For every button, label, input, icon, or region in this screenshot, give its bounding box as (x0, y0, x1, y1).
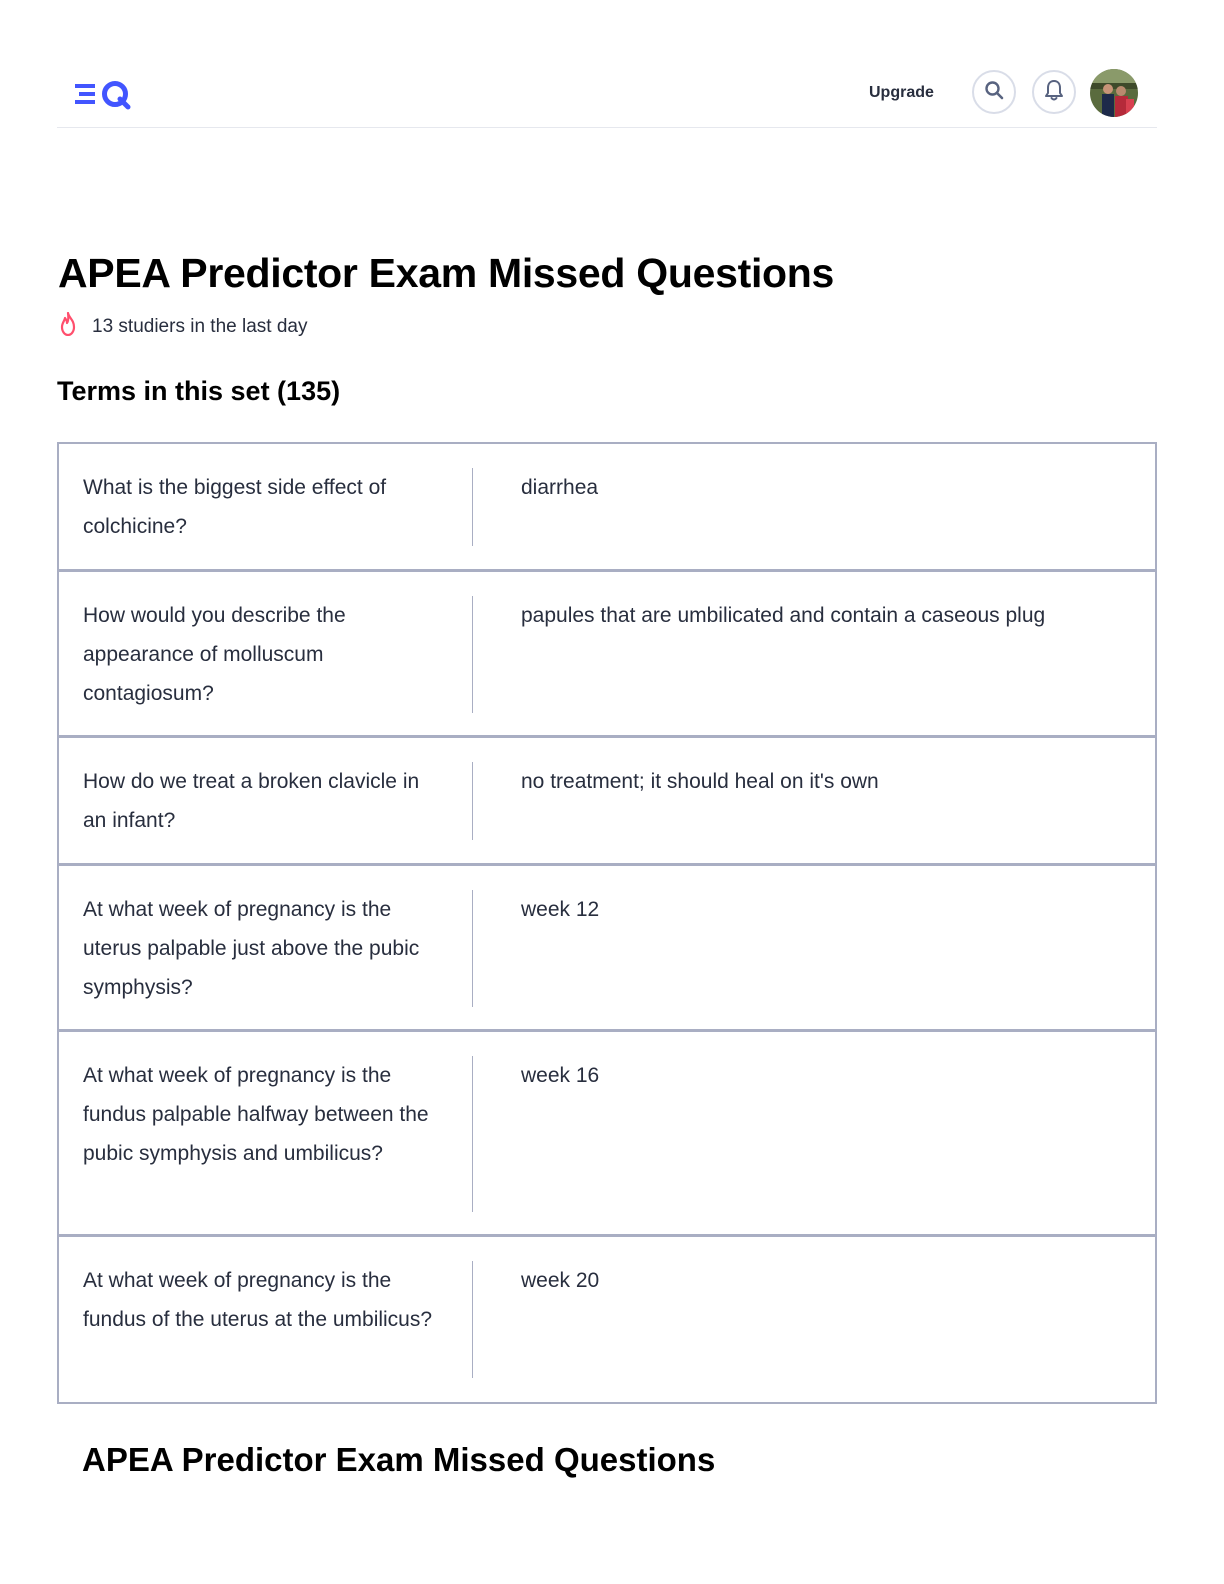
term-row (59, 444, 1155, 572)
term-divider (472, 890, 473, 1007)
term-answer: week 20 (521, 1269, 600, 1292)
flame-icon (58, 312, 92, 342)
term-question: How do we treat a broken clavicle in an infant? (83, 770, 420, 832)
term-question: At what week of pregnancy is the fundus palpable halfway between the pubic symphysis and umbilicus? (83, 1064, 429, 1165)
term-divider (472, 596, 473, 713)
search-button[interactable] (972, 70, 1016, 114)
term-row (59, 738, 1155, 866)
term-question: At what week of pregnancy is the fundus of the uterus at the umbilicus? (83, 1269, 433, 1331)
term-divider (472, 762, 473, 840)
top-bar (57, 60, 1157, 128)
term-divider (472, 468, 473, 546)
studiers-stat (58, 312, 307, 342)
term-answer: week 16 (521, 1064, 600, 1087)
set-title: APEA Predictor Exam Missed Questions (58, 250, 835, 296)
term-divider (472, 1056, 473, 1212)
quizlet-logo[interactable] (73, 78, 133, 110)
term-question: How would you describe the appearance of molluscum contagiosum? (83, 604, 346, 705)
term-row (59, 866, 1155, 1032)
term-answer: papules that are umbilicated and contain a caseous plug (521, 604, 1046, 627)
search-icon (984, 80, 1004, 105)
term-answer: no treatment; it should heal on it's own (521, 770, 879, 793)
term-divider (472, 1261, 473, 1378)
term-row (59, 1032, 1155, 1237)
terms-heading: Terms in this set (135) (57, 376, 341, 406)
term-answer: diarrhea (521, 476, 599, 499)
term-question: At what week of pregnancy is the uterus palpable just above the pubic symphysis? (83, 898, 420, 999)
section-title: APEA Predictor Exam Missed Questions (82, 1441, 716, 1478)
term-answer: week 12 (521, 898, 600, 921)
term-row (59, 572, 1155, 738)
term-question: What is the biggest side effect of colchicine? (83, 476, 387, 538)
bell-icon (1044, 79, 1064, 106)
upgrade-link[interactable]: Upgrade (869, 84, 934, 101)
studiers-text: 13 studiers in the last day (92, 316, 308, 337)
user-avatar[interactable] (1090, 69, 1138, 117)
terms-list (57, 442, 1157, 1404)
notifications-button[interactable] (1032, 70, 1076, 114)
term-row (59, 1237, 1155, 1402)
